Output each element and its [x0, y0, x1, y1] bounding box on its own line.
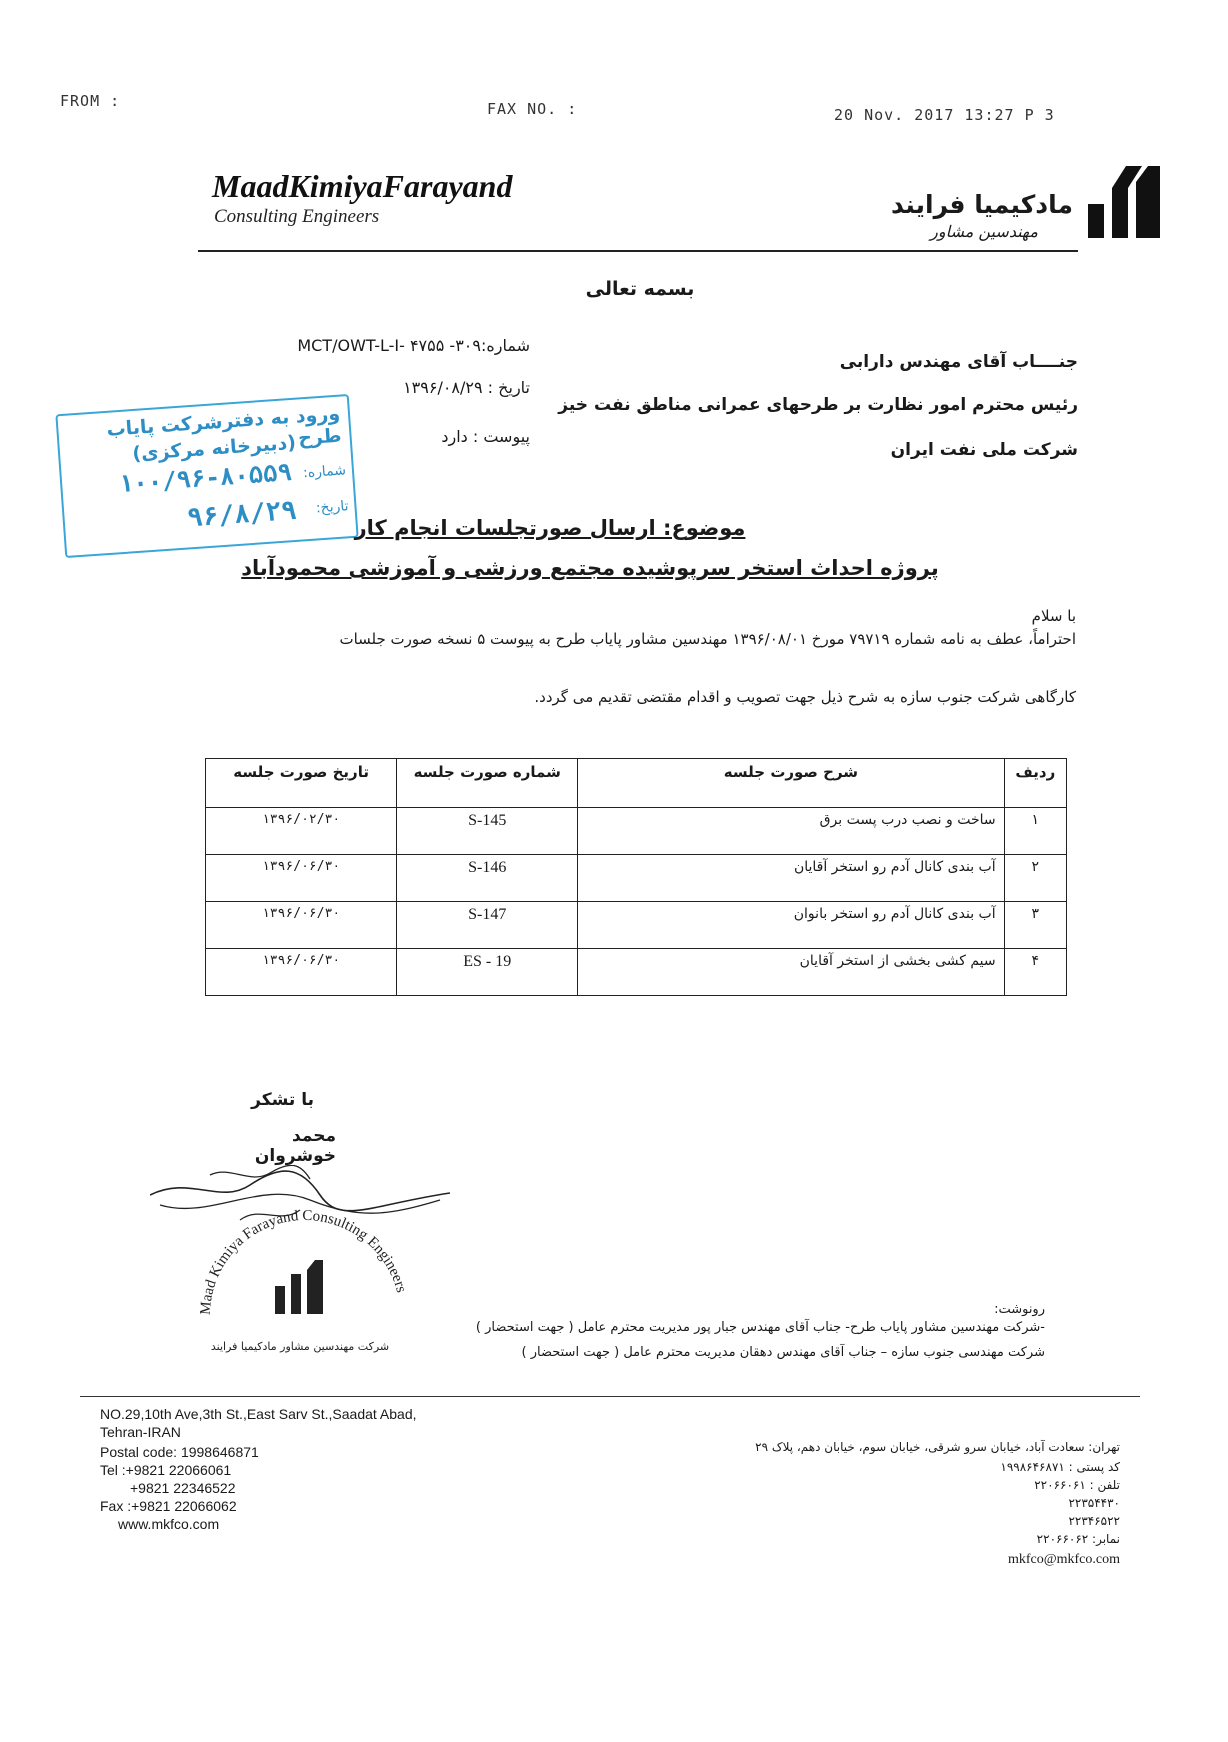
header-row-number: ردیف: [1004, 759, 1066, 808]
cc-line-1: -شرکت مهندسین مشاور پایاب طرح- جناب آقای مهندس جبار پور مدیریت محترم عامل ( جهت استحضار ): [475, 1320, 1045, 1335]
minutes-table: [205, 758, 1067, 996]
footer-website: www.mkfco.com: [118, 1516, 220, 1532]
footer-tel-fa-1: تلفن : ۲۲۰۶۶۰۶۱: [1034, 1478, 1120, 1492]
stamp-number: ۱۰۰/۹۶-۸۰۵۵۹: [117, 458, 293, 499]
fax-number: FAX NO. :: [487, 100, 578, 118]
footer-postal-fa: کد پستی : ۱۹۹۸۶۴۶۸۷۱: [1000, 1460, 1120, 1474]
letter-subject: موضوع: ارسال صورتجلسات انجام کار: [354, 516, 746, 540]
row-minutes-number: S-145: [397, 808, 578, 855]
row-minutes-date: ۱۳۹۶/۰۲/۳۰: [206, 808, 397, 855]
footer-address-fa: تهران: سعادت آباد، خیابان سرو شرقی، خیابان سوم، خیابان دهم، پلاک ۲۹: [755, 1440, 1120, 1454]
greeting: با سلام: [1031, 607, 1076, 625]
company-name-fa: مادکیمیا فرایند: [890, 190, 1073, 219]
footer-tel-en-2: +9821 22346522: [130, 1480, 236, 1496]
company-logo: [1082, 160, 1162, 240]
letter-date: تاریخ : ۱۳۹۶/۰۸/۲۹: [403, 378, 530, 397]
company-name-en: MaadKimiyaFarayand: [212, 168, 513, 204]
stamp-date-label: تاریخ:: [315, 498, 350, 517]
seal-text-en: Maad Kimiya Farayand Consulting Engineers: [197, 1207, 410, 1316]
fax-datetime: 20 Nov. 2017 13:27 P 3: [834, 106, 1055, 124]
row-minutes-date: ۱۳۹۶/۰۶/۳۰: [206, 949, 397, 996]
company-subtitle-en: Consulting Engineers: [214, 206, 380, 227]
recipient-name: جنــــاب آقای مهندس دارابی: [839, 352, 1078, 372]
basmala: بسمه تعالی: [585, 278, 695, 300]
footer-tel-en-1: Tel :+9821 22066061: [100, 1462, 232, 1478]
footer-tel-fa-3: ۲۲۳۴۶۵۲۲: [1068, 1514, 1120, 1528]
company-subtitle-fa: مهندسین مشاور: [930, 222, 1038, 241]
company-seal: [150, 1165, 450, 1355]
table-row: [206, 949, 1067, 996]
footer-email: mkfco@mkfco.com: [1007, 1552, 1120, 1567]
table-row: [206, 855, 1067, 902]
table-row: [206, 902, 1067, 949]
footer-fax-fa: نمابر: ۲۲۰۶۶۰۶۲: [1036, 1532, 1120, 1546]
footer-tel-fa-2: ۲۲۳۵۴۴۳۰: [1068, 1496, 1120, 1510]
recipient-title: رئیس محترم امور نظارت بر طرحهای عمرانی مناطق نفت خیز: [558, 395, 1078, 415]
stamp-date: ۹۶/۸/۲۹: [186, 495, 298, 534]
seal-text-fa: شرکت مهندسین مشاور مادکیمیا فرایند: [210, 1340, 390, 1353]
body-paragraph-2: کارگاهی شرکت جنوب سازه به شرح ذیل جهت تصویب و اقدام مقتضی تقدیم می گردد.: [534, 688, 1076, 706]
footer-fax-en: Fax :+9821 22066062: [100, 1498, 237, 1514]
stamp-title: ورود به دفترشرکت پایاب طرح: [105, 402, 343, 450]
table-row: [206, 808, 1067, 855]
footer-address-en-2: Tehran-IRAN: [100, 1424, 181, 1440]
row-description: ساخت و نصب درب پست برق: [578, 808, 1004, 855]
body-paragraph-1: احتراماً، عطف به نامه شماره ۷۹۷۱۹ مورخ ۱۳۹۶/۰۸/۰۱ مهندسین مشاور پایاب طرح به پیوست ۵ نسخه صورت جلسات: [339, 630, 1076, 648]
letter-attachment: پیوست : دارد: [441, 427, 530, 446]
fax-from: FROM :: [60, 92, 121, 110]
svg-text:Maad Kimiya Farayand Consultin: [198, 1208, 409, 1315]
header-minutes-date: تاریخ صورت جلسه: [206, 759, 397, 808]
row-number: ۲: [1004, 855, 1066, 902]
stamp-subtitle: (دبیرخانه مرکزی): [131, 431, 297, 466]
row-description: آب بندی کانال آدم رو استخر بانوان: [578, 902, 1004, 949]
row-number: ۳: [1004, 902, 1066, 949]
cc-label: رونوشت:: [994, 1302, 1045, 1317]
row-minutes-number: ES - 19: [397, 949, 578, 996]
footer-address-en-1: NO.29,10th Ave,3th St.,East Sarv St.,Saadat Abad,: [100, 1406, 417, 1422]
recipient-company: شرکت ملی نفت ایران: [890, 440, 1078, 460]
footer-divider: [80, 1396, 1140, 1397]
row-minutes-date: ۱۳۹۶/۰۶/۳۰: [206, 855, 397, 902]
closing-thanks: با تشکر: [251, 1090, 314, 1110]
row-description: آب بندی کانال آدم رو استخر آقایان: [578, 855, 1004, 902]
row-number: ۱: [1004, 808, 1066, 855]
footer-postal-en: Postal code: 1998646871: [100, 1444, 259, 1460]
header-description: شرح صورت جلسه: [578, 759, 1004, 808]
row-description: سیم کشی بخشی از استخر آقایان: [578, 949, 1004, 996]
row-minutes-number: S-146: [397, 855, 578, 902]
row-minutes-date: ۱۳۹۶/۰۶/۳۰: [206, 902, 397, 949]
row-number: ۴: [1004, 949, 1066, 996]
project-title: پروژه احداث استخر سرپوشیده مجتمع ورزشی و آموزشی محمودآباد: [241, 556, 939, 580]
cc-line-2: شرکت مهندسی جنوب سازه – جناب آقای مهندس دهقان مدیریت محترم عامل ( جهت استحضار ): [521, 1345, 1045, 1360]
header-divider: [198, 250, 1078, 252]
row-minutes-number: S-147: [397, 902, 578, 949]
header-minutes-number: شماره صورت جلسه: [397, 759, 578, 808]
signer-name: محمد خوشروان: [254, 1126, 336, 1166]
stamp-number-label: شماره:: [302, 462, 347, 482]
table-header-row: [206, 759, 1067, 808]
letter-number: شماره:۳۰۹- MCT/OWT-L-I- ۴۷۵۵: [297, 336, 530, 355]
